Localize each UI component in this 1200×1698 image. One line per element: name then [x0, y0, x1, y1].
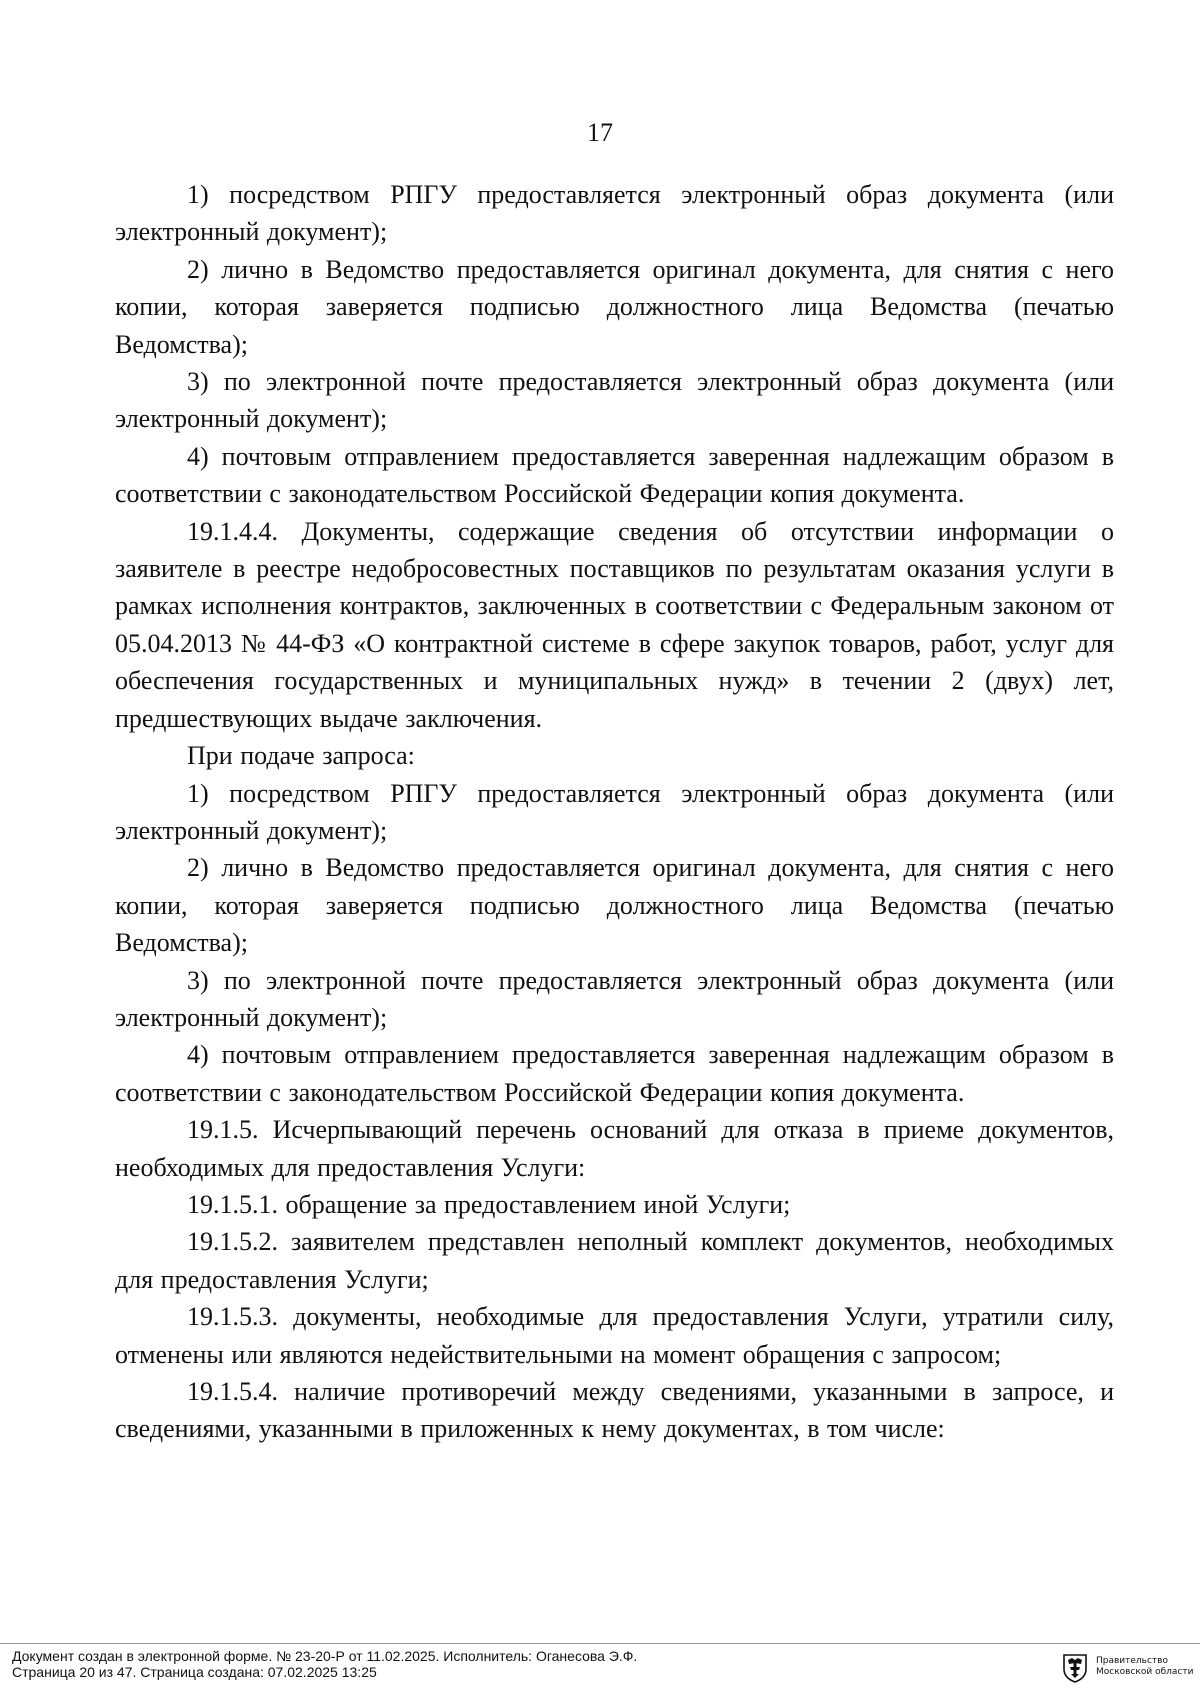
paragraph: 19.1.5.2. заявителем представлен неполный комплект документов, необходимых для предоставления Услуги; [115, 1227, 1114, 1294]
document-body [115, 176, 1114, 1448]
footer-info [12, 1648, 637, 1680]
coat-of-arms-icon [1062, 1651, 1088, 1683]
logo-caption [1096, 1656, 1193, 1678]
paragraph: 19.1.5.3. документы, необходимые для предоставления Услуги, утратили силу, отменены или являются недействительными на момент обращения с запросом; [115, 1302, 1114, 1369]
footer-logo [1062, 1651, 1193, 1683]
paragraph: 2) лично в Ведомство предоставляется оригинал документа, для снятия с него копии, которая заверяется подписью должностного лица Ведомства (печатью Ведомства); [115, 853, 1114, 958]
paragraph: 3) по электронной почте предоставляется электронный образ документа (или электронный документ); [115, 965, 1114, 1032]
footer-line-2: Страница 20 из 47. Страница создана: 07.02.2025 13:25 [12, 1664, 377, 1680]
paragraph: 2) лично в Ведомство предоставляется оригинал документа, для снятия с него копии, которая заверяется подписью должностного лица Ведомства (печатью Ведомства); [115, 254, 1114, 359]
paragraph: 3) по электронной почте предоставляется электронный образ документа (или электронный документ); [115, 367, 1114, 434]
paragraph: 1) посредством РПГУ предоставляется электронный образ документа (или электронный документ); [115, 180, 1114, 247]
footer-line-1: Документ создан в электронной форме. № 23-20-Р от 11.02.2025. Исполнитель: Оганесова Э.Ф. [12, 1648, 638, 1664]
logo-line-1: Правительство [1096, 1656, 1168, 1666]
paragraph: 19.1.5.4. наличие противоречий между сведениями, указанными в запросе, и сведениями, указанными в приложенных к нему документах, в том числе: [115, 1377, 1114, 1444]
logo-line-2: Московской области [1096, 1667, 1194, 1677]
paragraph: 1) посредством РПГУ предоставляется электронный образ документа (или электронный документ); [115, 778, 1114, 845]
paragraph: 19.1.5.1. обращение за предоставлением иной Услуги; [187, 1189, 791, 1219]
paragraph: 4) почтовым отправлением предоставляется заверенная надлежащим образом в соответствии с законодательством Российской Федерации копия документа. [115, 441, 1114, 509]
paragraph: 4) почтовым отправлением предоставляется заверенная надлежащим образом в соответствии с законодательством Российской Федерации копия документа. [115, 1040, 1114, 1107]
paragraph: 19.1.5. Исчерпывающий перечень оснований для отказа в приеме документов, необходимых для предоставления Услуги: [115, 1115, 1114, 1182]
paragraph: 19.1.4.4. Документы, содержащие сведения об отсутствии информации о заявителе в реестре недобросовестных поставщиков по результатам оказания услуги в рамках исполнения контрактов, заключенных в соответствии с Федеральным законом от 05.04.2013 № 44-ФЗ «О контрактной системе в сфере закупок товаров, работ, услуг для обеспечения государственных и муниципальных нужд» в течении 2 (двух) лет, предшествующих выдаче заключения. [115, 516, 1114, 733]
footer-divider [0, 1643, 1200, 1644]
paragraph: При подаче запроса: [187, 741, 415, 771]
page-number: 17 [587, 118, 613, 147]
